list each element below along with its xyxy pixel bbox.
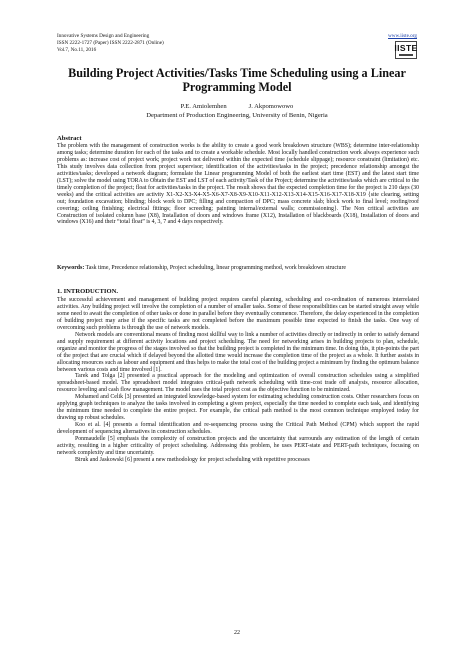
author-name: P.E. Amiolemhen: [180, 103, 227, 110]
iiste-logo: [395, 41, 417, 59]
intro-paragraph: Network models are conventional means of finding most skillful way to link a number of activities directly or indirectly in order to satisfy demand and supply requirement at different activity locations and project scheduling. The need for networking arises in building projects to plan, schedule, organize and monitor the progress of the stages involved so that the building project is completed in the minimum time. In doing this, it pin-points the part of the project that are crucial which if delayed beyond the allotted time would increase the completion time of the project as a whole. It further assists in allocating resources such as labour and equipment and thus helps to make the total cost of the building project a minimum by finding the optimum balance between various costs and time involved [1].: [57, 331, 419, 373]
journal-issn: ISSN 2222-1727 (Paper) ISSN 2222-2871 (Online): [57, 40, 164, 46]
intro-paragraph: Tarek and Tolga [2] presented a practical approach for the modeling and optimization of overall construction schedules using a simplified spreadsheet-based model. The spreadsheet model integrates critical-path network scheduling with time-cost trade off analysis, resource allocation, resource leveling and cash flow management. The model uses the total project cost as the objective function to be minimized.: [57, 373, 419, 394]
intro-paragraph: Ponmaudelle [5] emphasis the complexity of construction projects and the uncertainty that surrounds any estimation of the length of certain activity, resulting in a higher criticality of project scheduling. Addressing this problem, he uses PERT-state and PERT-path techniques, focusing on network complexity and time uncertainty.: [57, 436, 419, 456]
keywords-text: Task time, Precedence relationship, Project scheduling, linear programming method, work breakdown structure: [85, 265, 347, 271]
journal-header: [57, 33, 164, 54]
introduction-body: [57, 297, 419, 464]
abstract-text: The problem with the management of construction works is the ability to create a good work breakdown structure (WBS); determine inter-relationship among tasks; determine duration for each of the tasks and to create a workable schedule. Most locally handled construction work always experience such problems as: increase cost of project work; project work not delivered within the expected time (schedule slippage); resource constraint (limitation) etc. This study involves data collection from project supervisor; identification of the activities/tasks in the project; precedence relationship amongst the activities/tasks; developed a network diagram; formulate the Linear programming Model of both the earliest start time (EST) and the latest start time (LST); solve the model using TORA to Obtain the EST and LST of each activity/Task of the Project; determine the activities/tasks which are critical to the timely completion of the project; float for activities/tasks in the project. The result shows that the expected completion time for the project is 210 days (30 weeks) and the critical activities are activity X1-X2-X3-X4-X5-X6-X7-X8-X9-X10-X11-X12-X13-X14-X15-X16-X17-X18-X19 {site clearing, setting out; foundation excavation; blinding; block work to DPC; filling and compaction of DPC; mass concrete slab; block work to final level; roofing/roof covering; ceiling finishing; electrical fittings; floor screeding; painting internal/external walls; commissioning}. The Non critical activities are Construction of isolated column base (X8), Installation of doors and windows frame (X12), Installation of blackboards (X18), Installation of doors and windows (X16) and their “total float” is 4, 3, 7 and 4 days respectively.: [57, 143, 419, 226]
keywords-label: Keywords:: [57, 265, 85, 271]
author-name: J. Akpomowowo: [248, 103, 294, 110]
journal-website-link[interactable]: www.iiste.org: [388, 33, 417, 39]
author-affiliation: Department of Production Engineering, University of Benin, Nigeria: [146, 112, 328, 119]
logo-bar: [399, 54, 413, 56]
abstract-heading: Abstract: [57, 135, 82, 142]
introduction-heading: 1. INTRODUCTION.: [57, 288, 118, 295]
keywords: [57, 265, 419, 272]
intro-paragraph: Biruk and Jaskowski [6] present a new methodology for project scheduling with repetitive processes: [75, 456, 310, 463]
author-line: [57, 103, 417, 111]
paper-title: Building Project Activities/Tasks Time Scheduling using a Linear Programming Model: [68, 66, 406, 94]
page-number: 22: [234, 630, 240, 636]
intro-paragraph: Mohamed and Celik [3] presented an integrated knowledge-based system for estimating scheduling construction costs. Other researchers focus on applying graph techniques to analyze the tasks involved in completing a given project, especially the time needed to complete each task, and identifying the minimum time needed to complete the entire project. For example, the critical path method is the most common technique employed today for drawing up robust schedules.: [57, 394, 419, 422]
intro-paragraph: Koo et al. [4] presents a formal identification and re-sequencing process using the Critical Path Method (CPM) which support the rapid development of sequencing alternatives in construction schedules.: [57, 422, 419, 436]
journal-name: Innovative Systems Design and Engineering: [57, 33, 150, 39]
intro-paragraph: The successful achievement and management of building project requires careful planning, scheduling and co-ordination of numerous interrelated activities. Any building project will involve the completion of a number of smaller tasks. Some of these responsibilities can be started straight away while some need to await the completion of other tasks or done in parallel before they eventually commence. Therefore, the delay experienced in the completion of building project may arise if the specific tasks are not completed before the maximum possible time expected to finish the tasks. One way of overcoming such problems is through the use of network models.: [57, 297, 419, 331]
logo-text: IISTE: [394, 43, 418, 54]
journal-volume: Vol.7, No.11, 2016: [57, 47, 97, 53]
abstract-body: [57, 143, 419, 226]
